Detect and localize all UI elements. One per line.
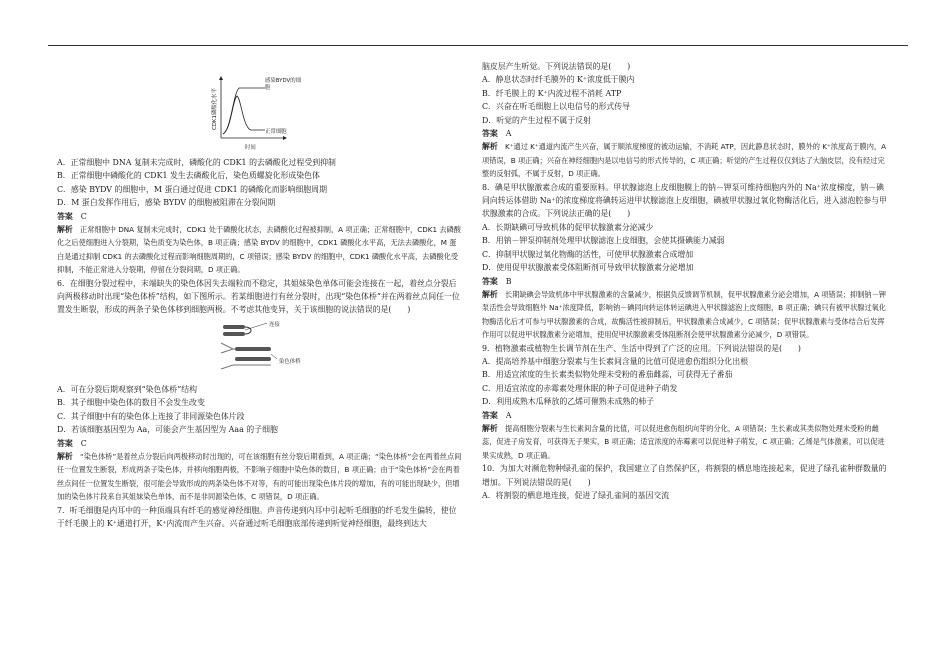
q9-explanation [482, 422, 887, 462]
answer-value: A [505, 410, 512, 420]
answer-label: 答案 [482, 129, 498, 139]
chromosome-bridge-figure [213, 319, 323, 381]
answer-value: A [505, 129, 512, 139]
q9-option-a: A．提高培养基中细胞分裂素与生长素间含量的比值可促进愈伤组织分化出根 [482, 356, 749, 366]
normal-curve [223, 96, 265, 134]
figure1-normal-label: 正常细胞 [265, 129, 287, 135]
connect-pointer [245, 323, 267, 330]
q6-option-d: D．若该细胞基因型为 Aa，可能会产生基因型为 Aaa 的子细胞 [57, 425, 278, 435]
explanation-label: 解析 [482, 423, 498, 433]
infected-curve [223, 88, 265, 134]
explanation-text: 正常细胞中 DNA 复制未完成时，CDK1 处于磷酸化状态，去磷酸化过程被抑制，A 项正确；正常细胞中，CDK1 去磷酸化之后使细胞进入分裂期，染色质变为染色体，B 项正确；感染 BYDV 的细胞中，CDK1 磷酸化水平高，无法去磷酸化，M 蛋白是通过抑制 CDK1 的去磷酸化过程而影响细胞周期的，C 项错误；感染 BYDV 的细胞中，CDK1 磷酸化水平高，去磷酸化受抑制，不能正常进入分裂期，停留在分裂间期，D 项正确。 [57, 225, 461, 275]
figure1-infected-label: 感染BYDV的细胞 [265, 78, 302, 91]
chromatid-top-left [223, 325, 245, 329]
q8-option-c: C．抑制甲状腺过氧化物酶的活性，可使甲状腺激素合成增加 [482, 249, 694, 259]
explanation-label: 解析 [57, 225, 73, 235]
spindle-left-bottom [221, 349, 233, 353]
cdk1-figure [207, 74, 307, 156]
q8-answer [482, 275, 887, 288]
telomere-fusion [245, 327, 251, 334]
q6-stem: 6．在细胞分裂过程中，末端缺失的染色体因失去端粒而不稳定，其姐妹染色单体可能会连接在一起，着丝点分裂后向两极移动时出现“染色体桥”结构，如下图所示。若某细胞进行有丝分裂时，出现“染色体桥”并在两着丝点间任一位置发生断裂，形成的两条子染色体移到细胞两极。不考虑其他变异，关于该细胞的说法错误的是( ) [57, 278, 460, 315]
figure2-connect-label: 连接 [269, 321, 280, 328]
bridge-upper [235, 347, 271, 351]
answer-value: C [80, 211, 87, 221]
y-axis-arrow [219, 76, 223, 80]
explanation-label: 解析 [482, 142, 498, 152]
q9-option-c: C．用适宜浓度的赤霉素处理休眠的种子可促进种子萌发 [482, 383, 678, 393]
q9-answer [482, 409, 887, 422]
q5-option-c: C．感染 BYDV 的细胞中，M 蛋白通过促进 CDK1 的磷酸化而影响细胞周期 [57, 184, 327, 194]
right-column [482, 60, 887, 502]
figure1-xlabel: 时间 [245, 145, 256, 151]
bridge-pointer [271, 354, 277, 359]
answer-label: 答案 [57, 438, 73, 448]
explanation-text: “染色体桥”是着丝点分裂后向两极移动时出现的，可在该细胞有丝分裂后期看到，A 项正确；“染色体桥”会在两着丝点间任一位置发生断裂，形成两条子染色体，并移向细胞两极，不影响子细胞中染色体的数目，B 项正确；由于“染色体桥”会在两着丝点间任一位置发生断裂，很可能会导致形成的两条染色体不对等，有的可能出现染色体片段的增加，有的可能出现缺少，但增加的染色体片段来自其姐妹染色单体，而不是非同源染色体，C 项错误，D 项正确。 [57, 451, 462, 502]
q6-option-b: B．其子细胞中染色体的数目不会发生改变 [57, 398, 205, 408]
explanation-text: 提高细胞分裂素与生长素间含量的比值，可以促进愈伤组织向芽的分化，A 项错误；生长素或其类似物处理未受粉的雌蕊，促进子房发育，可获得无子果实，B 项正确；适宜浓度的赤霉素可以促进种子萌发，C 项正确；乙烯是气体激素，可以促进果实成熟，D 项正确。 [482, 423, 885, 460]
q6-explanation [57, 450, 462, 504]
answer-value: C [80, 438, 87, 448]
q8-explanation [482, 288, 887, 342]
q7-option-c: C．兴奋在听毛细胞上以电信号的形式传导 [482, 102, 631, 112]
q7-option-d: D．听觉的产生过程不属于反射 [482, 115, 591, 125]
figure1-ylabel: CDK1磷酸化水平 [212, 88, 218, 130]
chromatid-bottom-left [223, 332, 245, 336]
q8-option-a: A．长期缺碘可导致机体的促甲状腺激素分泌减少 [482, 222, 654, 232]
explanation-text: 长期缺碘会导致机体中甲状腺激素的含量减少，根据负反馈调节机制，促甲状腺激素分泌会增加，A 项错误；抑制钠－钾泵活性会导致细胞外 Na⁺浓度降低，影响钠－碘同向转运体转运碘进入甲状腺滤泡上皮细胞，B 项正确；碘只有被甲状腺过氧化物酶活化后才可参与甲状腺激素的合成，故酶活性被抑制后，甲状腺激素合成减少，C 项错误；促甲状腺激素与受体结合后发挥作用可以促进甲状腺激素分泌增加，使用促甲状腺激素受体阻断剂会使甲状腺激素分泌减少，D 项错误。 [482, 289, 887, 340]
answer-label: 答案 [482, 410, 498, 420]
q7-stem-cont: 脑皮层产生听觉。下列说法错误的是( ) [482, 62, 631, 71]
q7-explanation [482, 140, 887, 180]
q7-stem: 7．听毛细胞是内耳中的一种顶端具有纤毛的感觉神经细胞。声音传递到内耳中引起听毛细胞的纤毛发生偏转，使位于纤毛膜上的 K⁺通道打开，K⁺内流而产生兴奋。兴奋通过听毛细胞底部传递到听觉神经细胞，最终到达大 [57, 505, 457, 528]
q5-explanation [57, 223, 462, 277]
answer-label: 答案 [57, 211, 73, 221]
answer-value: B [505, 276, 512, 286]
spindle-bottom [221, 365, 271, 369]
q5-option-b: B．正常细胞中磷酸化的 CDK1 发生去磷酸化后，染色质螺旋化形成染色体 [57, 171, 320, 181]
q7-option-a: A．静息状态时纤毛膜外的 K⁺浓度低于膜内 [482, 75, 635, 85]
q6-answer [57, 437, 462, 450]
spindle-left-top [221, 343, 237, 349]
left-column [57, 60, 462, 530]
explanation-label: 解析 [57, 451, 73, 461]
q8-stem: 8．碘是甲状腺激素合成的重要原料。甲状腺滤泡上皮细胞膜上的钠－钾泵可维持细胞内外的 Na⁺浓度梯度，钠－碘同向转运体借助 Na⁺的浓度梯度将碘转运进甲状腺滤泡上皮细胞，碘被甲状腺过氧化物酶活化后，进入滤泡腔参与甲状腺激素的合成。下列说法正确的是( ) [482, 182, 887, 219]
q9-option-b: B．用适宜浓度的生长素类似物处理未受粉的番茄雌蕊，可获得无子番茄 [482, 370, 733, 380]
q10-option-a: A．将割裂的栖息地连接，促进了绿孔雀间的基因交流 [482, 491, 670, 500]
explanation-label: 解析 [482, 289, 498, 299]
q5-option-a: A．正常细胞中 DNA 复制未完成时，磷酸化的 CDK1 的去磷酸化过程受到抑制 [57, 158, 336, 167]
explanation-text: K⁺通过 K⁺通道内流产生兴奋，属于顺浓度梯度的被动运输，不消耗 ATP，因此静息状态时，膜外的 K⁺浓度高于膜内，A 项错误，B 项正确；兴奋在神经细胞内是以电信号的形式传导的，C 项正确；听觉的产生过程仅仅到达了大脑皮层，没有经过完整的反射弧，不属于反射，D 项正确。 [482, 142, 887, 179]
q6-option-a: A．可在分裂后期观察到“染色体桥”结构 [57, 384, 198, 394]
chromosome-bridge-svg [213, 319, 323, 381]
answer-label: 答案 [482, 276, 498, 286]
header-rule [48, 45, 908, 46]
q9-stem: 9．植物激素或植物生长调节剂在生产、生活中得到了广泛的应用。下列说法错误的是( ) [482, 343, 801, 353]
q7-answer [482, 127, 887, 140]
q10-stem: 10．为加大对濒危物种绿孔雀的保护，我国建立了自然保护区，将割裂的栖息地连接起来，促进了绿孔雀种群数量的增加。下列说法错误的是( ) [482, 464, 887, 487]
q6-option-c: C．其子细胞中有的染色体上连接了非同源染色体片段 [57, 411, 245, 421]
bridge-lower [235, 357, 271, 361]
q8-option-d: D．使用促甲状腺激素受体阻断剂可导致甲状腺激素分泌增加 [482, 263, 694, 273]
q5-answer [57, 210, 462, 223]
q5-option-d: D．M 蛋白发挥作用后，感染 BYDV 的细胞被阻滞在分裂间期 [57, 198, 276, 208]
q7-option-b: B．纤毛膜上的 K⁺内流过程不消耗 ATP [482, 88, 622, 98]
q8-option-b: B．用钠－钾泵抑制剂处理甲状腺滤泡上皮细胞，会使其摄碘能力减弱 [482, 236, 725, 246]
q9-option-d: D．利用成熟木瓜释放的乙烯可催熟未成熟的柿子 [482, 397, 655, 407]
figure2-bridge-label: 染色体桥 [279, 358, 301, 365]
